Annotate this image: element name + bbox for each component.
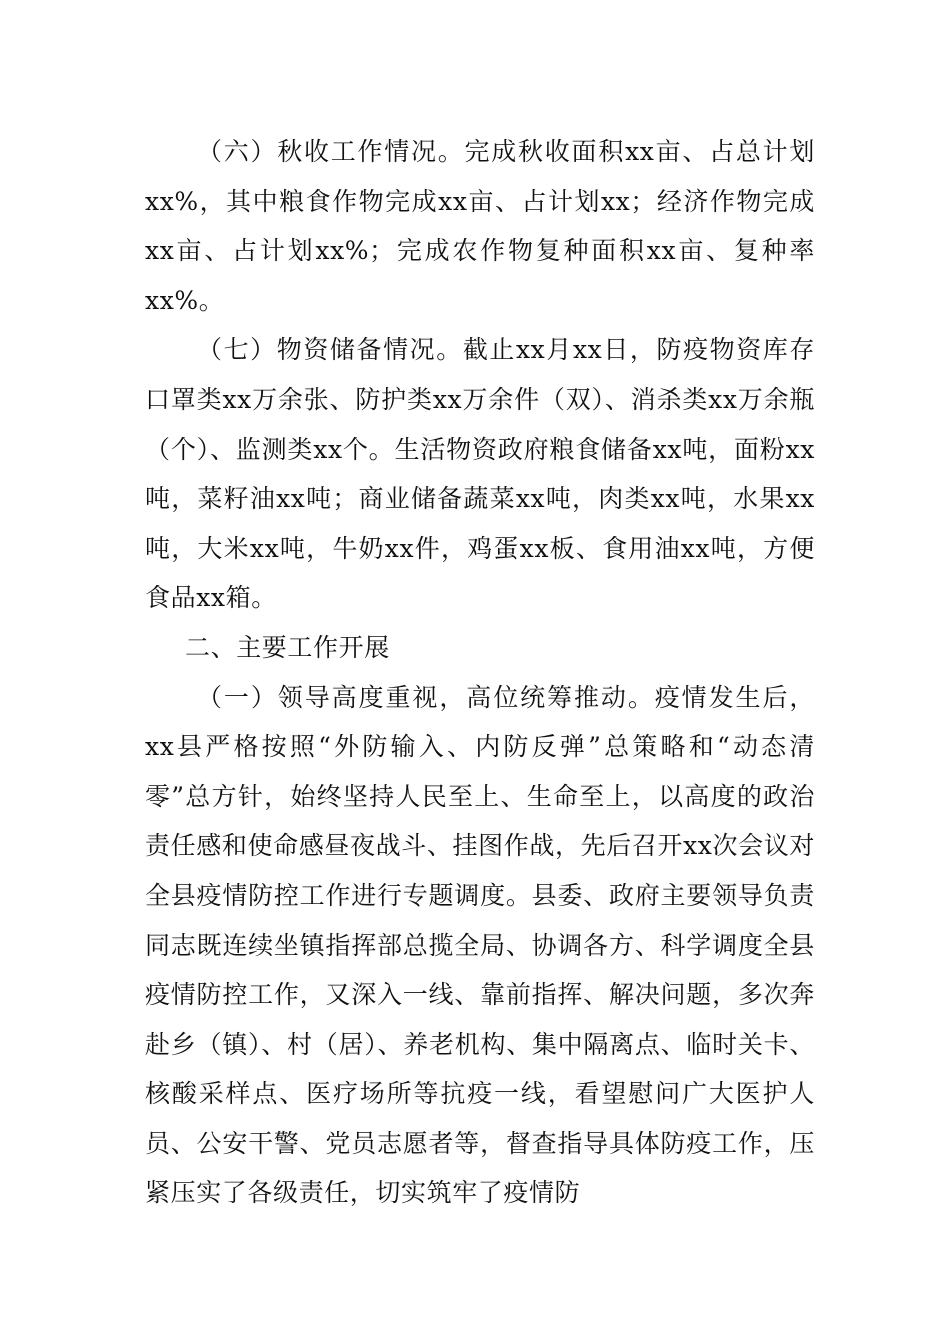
paragraph-autumn-harvest: （六）秋收工作情况。完成秋收面积xx亩、占总计划xx%，其中粮食作物完成xx亩、占计划xx；经济作物完成xx亩、占计划xx%；完成农作物复种面积xx亩、复种率xx%。 <box>145 137 815 315</box>
paragraph-leadership: （一）领导高度重视，高位统筹推动。疫情发生后，xx县严格按照“外防输入、内防反弹”总策略和“动态清零”总方针，始终坚持人民至上、生命至上，以高度的政治责任感和使命感昼夜战斗、挂图作战，先后召开xx次会议对全县疫情防控工作进行专题调度。县委、政府主要领导负责同志既连续坐镇指挥部总揽全局、协调各方、科学调度全县疫情防控工作，又深入一线、靠前指挥、解决问题，多次奔赴乡（镇）、村（居）、养老机构、集中隔离点、临时关卡、核酸采样点、医疗场所等抗疫一线，看望慰问广大医护人员、公安干警、党员志愿者等，督查指导具体防疫工作，压紧压实了各级责任，切实筑牢了疫情防 <box>145 682 815 1208</box>
document-body <box>145 127 815 1218</box>
section-heading: 二、主要工作开展 <box>185 632 390 662</box>
paragraph-material-reserve: （七）物资储备情况。截止xx月xx日，防疫物资库存口罩类xx万余张、防护类xx万余件（双）、消杀类xx万余瓶（个）、监测类xx个。生活物资政府粮食储备xx吨，面粉xx吨，菜籽油xx吨；商业储备蔬菜xx吨，肉类xx吨，水果xx吨，大米xx吨，牛奶xx件，鸡蛋xx板、食用油xx吨，方便食品xx箱。 <box>145 335 815 613</box>
